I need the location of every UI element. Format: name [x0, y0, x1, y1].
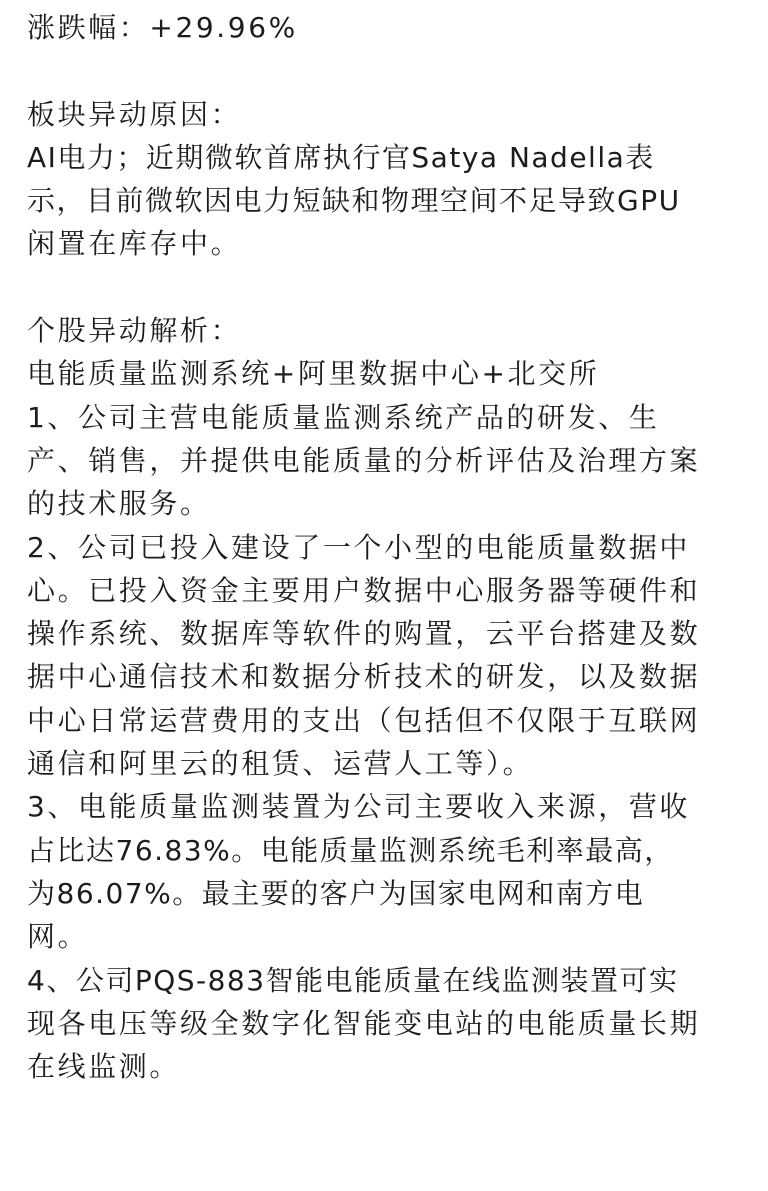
point-3-line: 网。 — [27, 920, 89, 954]
sector-reason-line: 示，目前微软因电力短缺和物理空间不足导致GPU — [27, 184, 681, 218]
change-label: 涨跌幅： — [27, 11, 150, 44]
point-2-line: 中心日常运营费用的支出（包括但不仅限于互联网 — [27, 703, 701, 737]
paragraph-spacer — [27, 49, 743, 92]
point-2-line: 操作系统、数据库等软件的购置，云平台搭建及数 — [27, 617, 701, 651]
paragraph-spacer — [27, 266, 743, 309]
point-3-line: 为86.07%。最主要的客户为国家电网和南方电 — [27, 876, 645, 910]
point-3-line: 3、电能质量监测装置为公司主要收入来源，营收 — [27, 790, 691, 824]
stock-analysis-heading: 个股异动解析： — [27, 314, 242, 348]
point-2-line: 心。已投入资金主要用户数据中心服务器等硬件和 — [27, 573, 701, 607]
point-4-line: 在线监测。 — [27, 1050, 181, 1084]
sector-reason-line: AI电力；近期微软首席执行官Satya Nadella表 — [27, 140, 655, 174]
point-2-line: 据中心通信技术和数据分析技术的研发，以及数据 — [27, 660, 701, 694]
point-4-line: 现各电压等级全数字化智能变电站的电能质量长期 — [27, 1006, 701, 1040]
point-2-line: 通信和阿里云的租赁、运营人工等）。 — [27, 747, 534, 781]
point-1-line: 的技术服务。 — [27, 487, 211, 521]
point-1-line: 产、销售，并提供电能质量的分析评估及治理方案 — [27, 443, 701, 477]
article-body — [27, 6, 743, 1088]
change-value: +29.96% — [149, 11, 298, 44]
point-1-line: 1、公司主营电能质量监测系统产品的研发、生 — [27, 400, 660, 434]
point-4-line: 4、公司PQS-883智能电能质量在线监测装置可实 — [27, 963, 679, 997]
change-line — [27, 6, 743, 49]
sector-reason-line: 闲置在库存中。 — [27, 227, 242, 261]
point-3-line: 占比达76.83%。电能质量监测系统毛利率最高， — [27, 833, 674, 867]
sector-reason-heading: 板块异动原因： — [27, 97, 242, 131]
point-2-line: 2、公司已投入建设了一个小型的电能质量数据中 — [27, 530, 691, 564]
stock-tags-line: 电能质量监测系统+阿里数据中心+北交所 — [27, 357, 600, 391]
